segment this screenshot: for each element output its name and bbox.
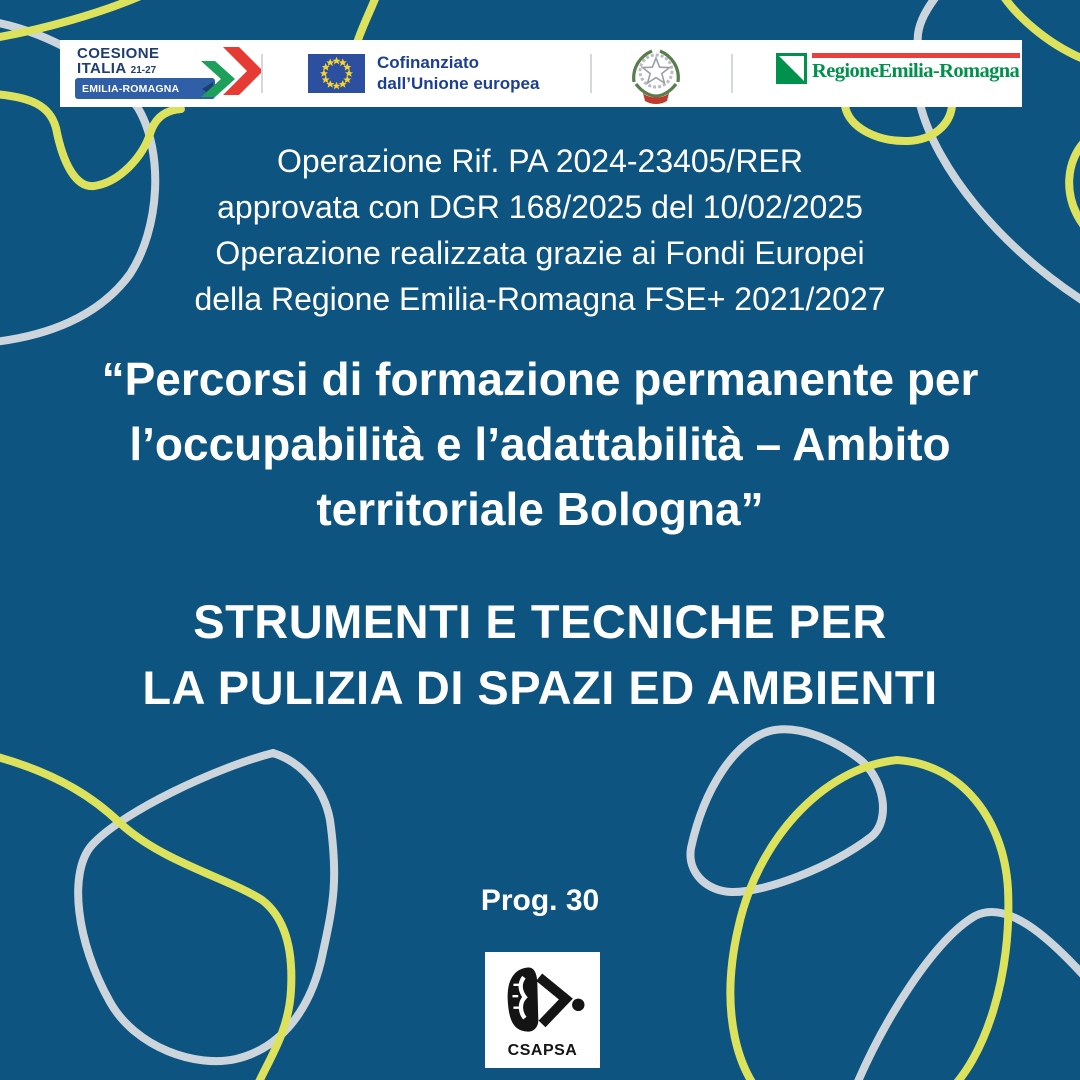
course-name-heading [0, 589, 1080, 721]
rer-flag-icon [776, 53, 807, 84]
coesione-years: 21-27 [130, 65, 157, 76]
heading-line: STRUMENTI E TECNICHE PER [193, 595, 887, 648]
title-line: “Percorsi di formazione permanente per [101, 353, 979, 405]
rer-name: RegioneEmilia-Romagna [812, 60, 1020, 82]
banner-divider [261, 54, 263, 93]
italian-republic-emblem-icon [626, 44, 686, 104]
eu-cofunding-text: Cofinanziato dall’Unione europea [377, 53, 540, 93]
regione-emilia-romagna-logo [776, 53, 1020, 84]
coesione-chevrons-icon [197, 45, 265, 103]
title-line: l’occupabilità e l’adattabilità – Ambito [129, 418, 951, 470]
csapsa-logo [485, 952, 600, 1068]
banner-divider [731, 54, 733, 93]
coesione-italia-logo [75, 45, 265, 102]
eu-flag-icon [308, 54, 365, 93]
coesione-line1: COESIONE [77, 45, 160, 62]
info-line: approvata con DGR 168/2025 del 10/02/2025 [217, 189, 863, 225]
rer-wordmark [812, 53, 1020, 84]
coesione-title [77, 46, 159, 78]
banner-divider [590, 54, 592, 93]
info-line: Operazione realizzata grazie ai Fondi Europei [215, 235, 865, 271]
csapsa-glyph-icon [495, 960, 591, 1042]
info-line: della Regione Emilia-Romagna FSE+ 2021/2027 [194, 281, 886, 317]
title-line: territoriale Bologna” [316, 483, 764, 535]
heading-line: LA PULIZIA DI SPAZI ED AMBIENTI [142, 661, 938, 714]
eu-cofunding-logo [308, 53, 539, 94]
programme-title [0, 347, 1080, 542]
coesione-line2: ITALIA 21-27 [77, 60, 157, 77]
logo-banner [60, 40, 1022, 107]
info-line: Operazione Rif. PA 2024-23405/RER [277, 143, 803, 179]
emilia-romagna-band: EMILIA-ROMAGNA [75, 78, 215, 99]
rer-red-bar [812, 53, 1020, 58]
prog-number: Prog. 30 [480, 884, 600, 917]
csapsa-label: CSAPSA [507, 1042, 578, 1059]
operation-info [0, 138, 1080, 322]
